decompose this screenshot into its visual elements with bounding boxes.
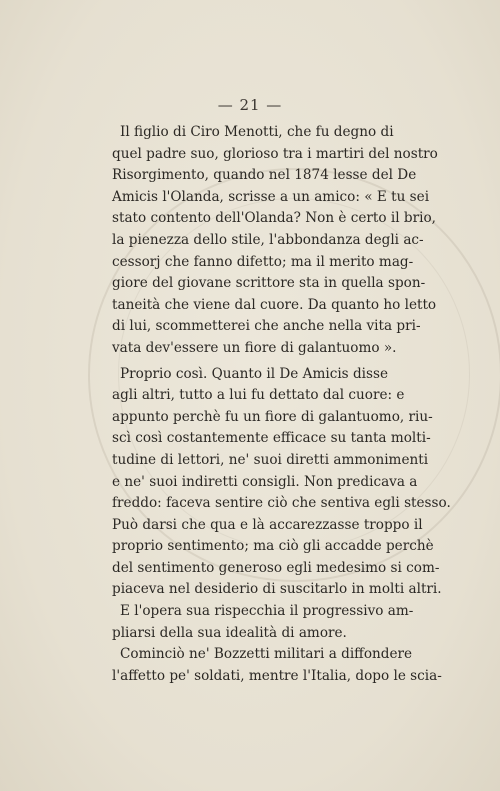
text-line: pliarsi della sua idealità di amore. [112,624,347,641]
text-line: tudine di lettori, ne' suoi diretti ammonimenti [112,451,429,468]
text-line: freddo: faceva sentire ciò che sentiva egli stesso. [112,495,451,512]
text-line: vata dev'essere un fiore di galantuomo ». [112,339,397,356]
text-line: agli altri, tutto a lui fu dettato dal cuore: e [112,387,405,404]
text-line: Il figlio di Ciro Menotti, che fu degno di [120,124,394,140]
text-line: Amicis l'Olanda, scrisse a un amico: « E tu sei [112,188,430,205]
text-line: del sentimento generoso egli medesimo si com- [112,559,440,576]
text-line: Proprio così. Quanto il De Amicis disse [120,365,389,382]
text-line: e ne' suoi indiretti consigli. Non predicava a [112,473,418,490]
text-line: piaceva nel desiderio di suscitarlo in molti altri. [112,581,442,598]
text-line: taneità che viene dal cuore. Da quanto ho letto [112,296,437,313]
text-line: la pienezza dello stile, l'abbondanza degli ac- [112,231,424,248]
text-line: E l'opera sua rispecchia il progressivo am- [120,603,414,620]
text-line: l'affetto pe' soldati, mentre l'Italia, dopo le scia- [112,667,442,684]
page-number: — 21 — [217,96,283,114]
text-line: di lui, scommetterei che anche nella vita pri- [112,318,421,335]
text-line: quel padre suo, glorioso tra i martiri del nostro [112,145,438,162]
text-line: stato contento dell'Olanda? Non è certo il brio, [112,210,436,227]
text-line: giore del giovane scrittore sta in quella spon- [112,275,426,292]
text-line: Risorgimento, quando nel 1874 lesse del De [112,167,417,184]
body-text [112,122,451,687]
text-line: appunto perchè fu un fiore di galantuomo, riu- [112,408,433,425]
text-line: Cominciò ne' Bozzetti militari a diffondere [120,646,413,663]
text-line: Può darsi che qua e là accarezzasse troppo il [112,516,423,533]
text-line: scì così costantemente efficace su tanta molti- [112,430,431,447]
text-line: proprio sentimento; ma ciò gli accadde perchè [112,538,434,555]
text-line: cessorj che fanno difetto; ma il merito mag- [112,253,414,270]
